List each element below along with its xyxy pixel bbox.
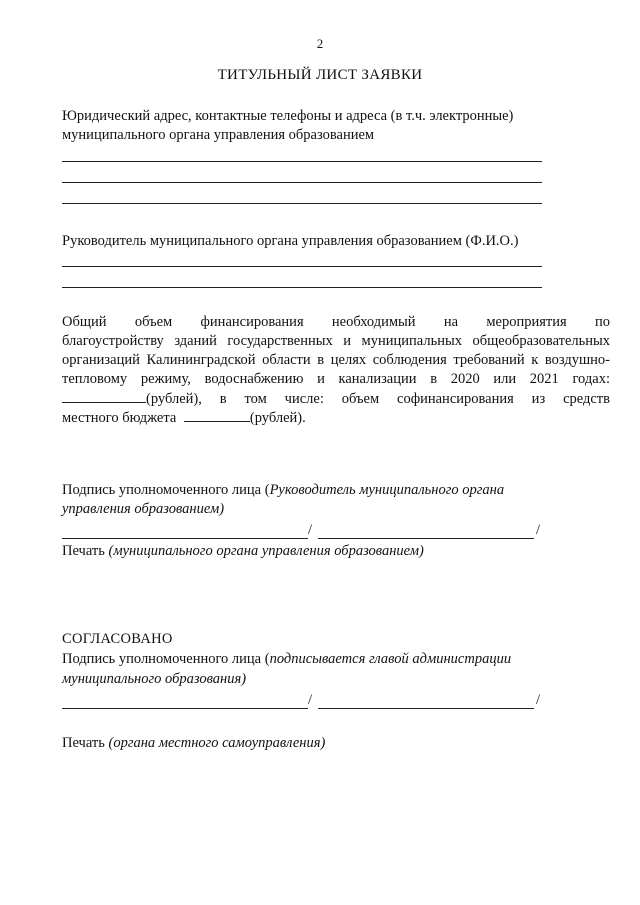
approval-signature-label-line1	[62, 650, 511, 669]
finance-line-6	[62, 408, 306, 428]
finance-line-6-suffix: (рублей).	[249, 410, 306, 426]
finance-line-5-text: (рублей), в том числе: объем софинансирования из средств	[146, 391, 610, 407]
finance-total-blank[interactable]	[62, 389, 146, 403]
approval-heading: СОГЛАСОВАНО	[62, 631, 173, 647]
signature-end-slash: /	[536, 522, 541, 538]
signature-separator: /	[308, 522, 313, 538]
stamp-label-prefix: Печать	[62, 543, 109, 559]
finance-local-budget-blank[interactable]	[184, 408, 250, 422]
approval-label-italic: подписывается главой администрации	[269, 651, 512, 667]
address-label-line2: муниципального органа управления образованием	[62, 127, 375, 143]
finance-paragraph	[62, 313, 610, 389]
page-title: ТИТУЛЬНЫЙ ЛИСТ ЗАЯВКИ	[217, 67, 423, 83]
page-number: 2	[316, 36, 324, 51]
finance-line-6-prefix: местного бюджета	[62, 410, 177, 426]
head-fill-line-2[interactable]	[62, 287, 542, 288]
signature-fill-line[interactable]	[62, 538, 308, 539]
approval-signature-separator: /	[308, 692, 313, 708]
signature-label-prefix: Подпись уполномоченного лица (	[62, 482, 270, 498]
head-label: Руководитель муниципального органа управления образованием (Ф.И.О.)	[62, 233, 519, 249]
address-fill-line-1[interactable]	[62, 161, 542, 162]
stamp-label	[62, 542, 424, 561]
address-fill-line-2[interactable]	[62, 182, 542, 183]
finance-line-3: организаций Калининградской области в целях соблюдения требований к воздушно-	[62, 352, 610, 368]
finance-line-4: тепловому режиму, водоснабжению и канализации в 2020 или 2021 годах:	[62, 371, 610, 387]
signature-label-italic: Руководитель муниципального органа	[269, 482, 505, 498]
finance-line-2: благоустройству зданий государственных и муниципальных общеобразовательных	[62, 333, 610, 349]
approval-stamp-label	[62, 734, 325, 753]
signature-label-line1	[62, 481, 504, 500]
finance-line-5	[62, 389, 610, 409]
finance-line-1: Общий объем финансирования необходимый на мероприятия по	[62, 314, 610, 330]
signature-name-fill-line[interactable]	[318, 538, 534, 539]
address-fill-line-3[interactable]	[62, 203, 542, 204]
approval-signature-fill-line[interactable]	[62, 708, 308, 709]
approval-stamp-italic: (органа местного самоуправления)	[108, 735, 326, 751]
approval-name-fill-line[interactable]	[318, 708, 534, 709]
head-fill-line-1[interactable]	[62, 266, 542, 267]
approval-label-prefix: Подпись уполномоченного лица (	[62, 651, 270, 667]
stamp-label-italic: (муниципального органа управления образованием)	[108, 543, 424, 559]
approval-signature-label-line2: муниципального образования)	[62, 671, 247, 687]
signature-label-line2: управления образованием)	[62, 501, 225, 517]
approval-end-slash: /	[536, 692, 541, 708]
address-label-line1: Юридический адрес, контактные телефоны и адреса (в т.ч. электронные)	[62, 108, 514, 124]
approval-stamp-prefix: Печать	[62, 735, 109, 751]
